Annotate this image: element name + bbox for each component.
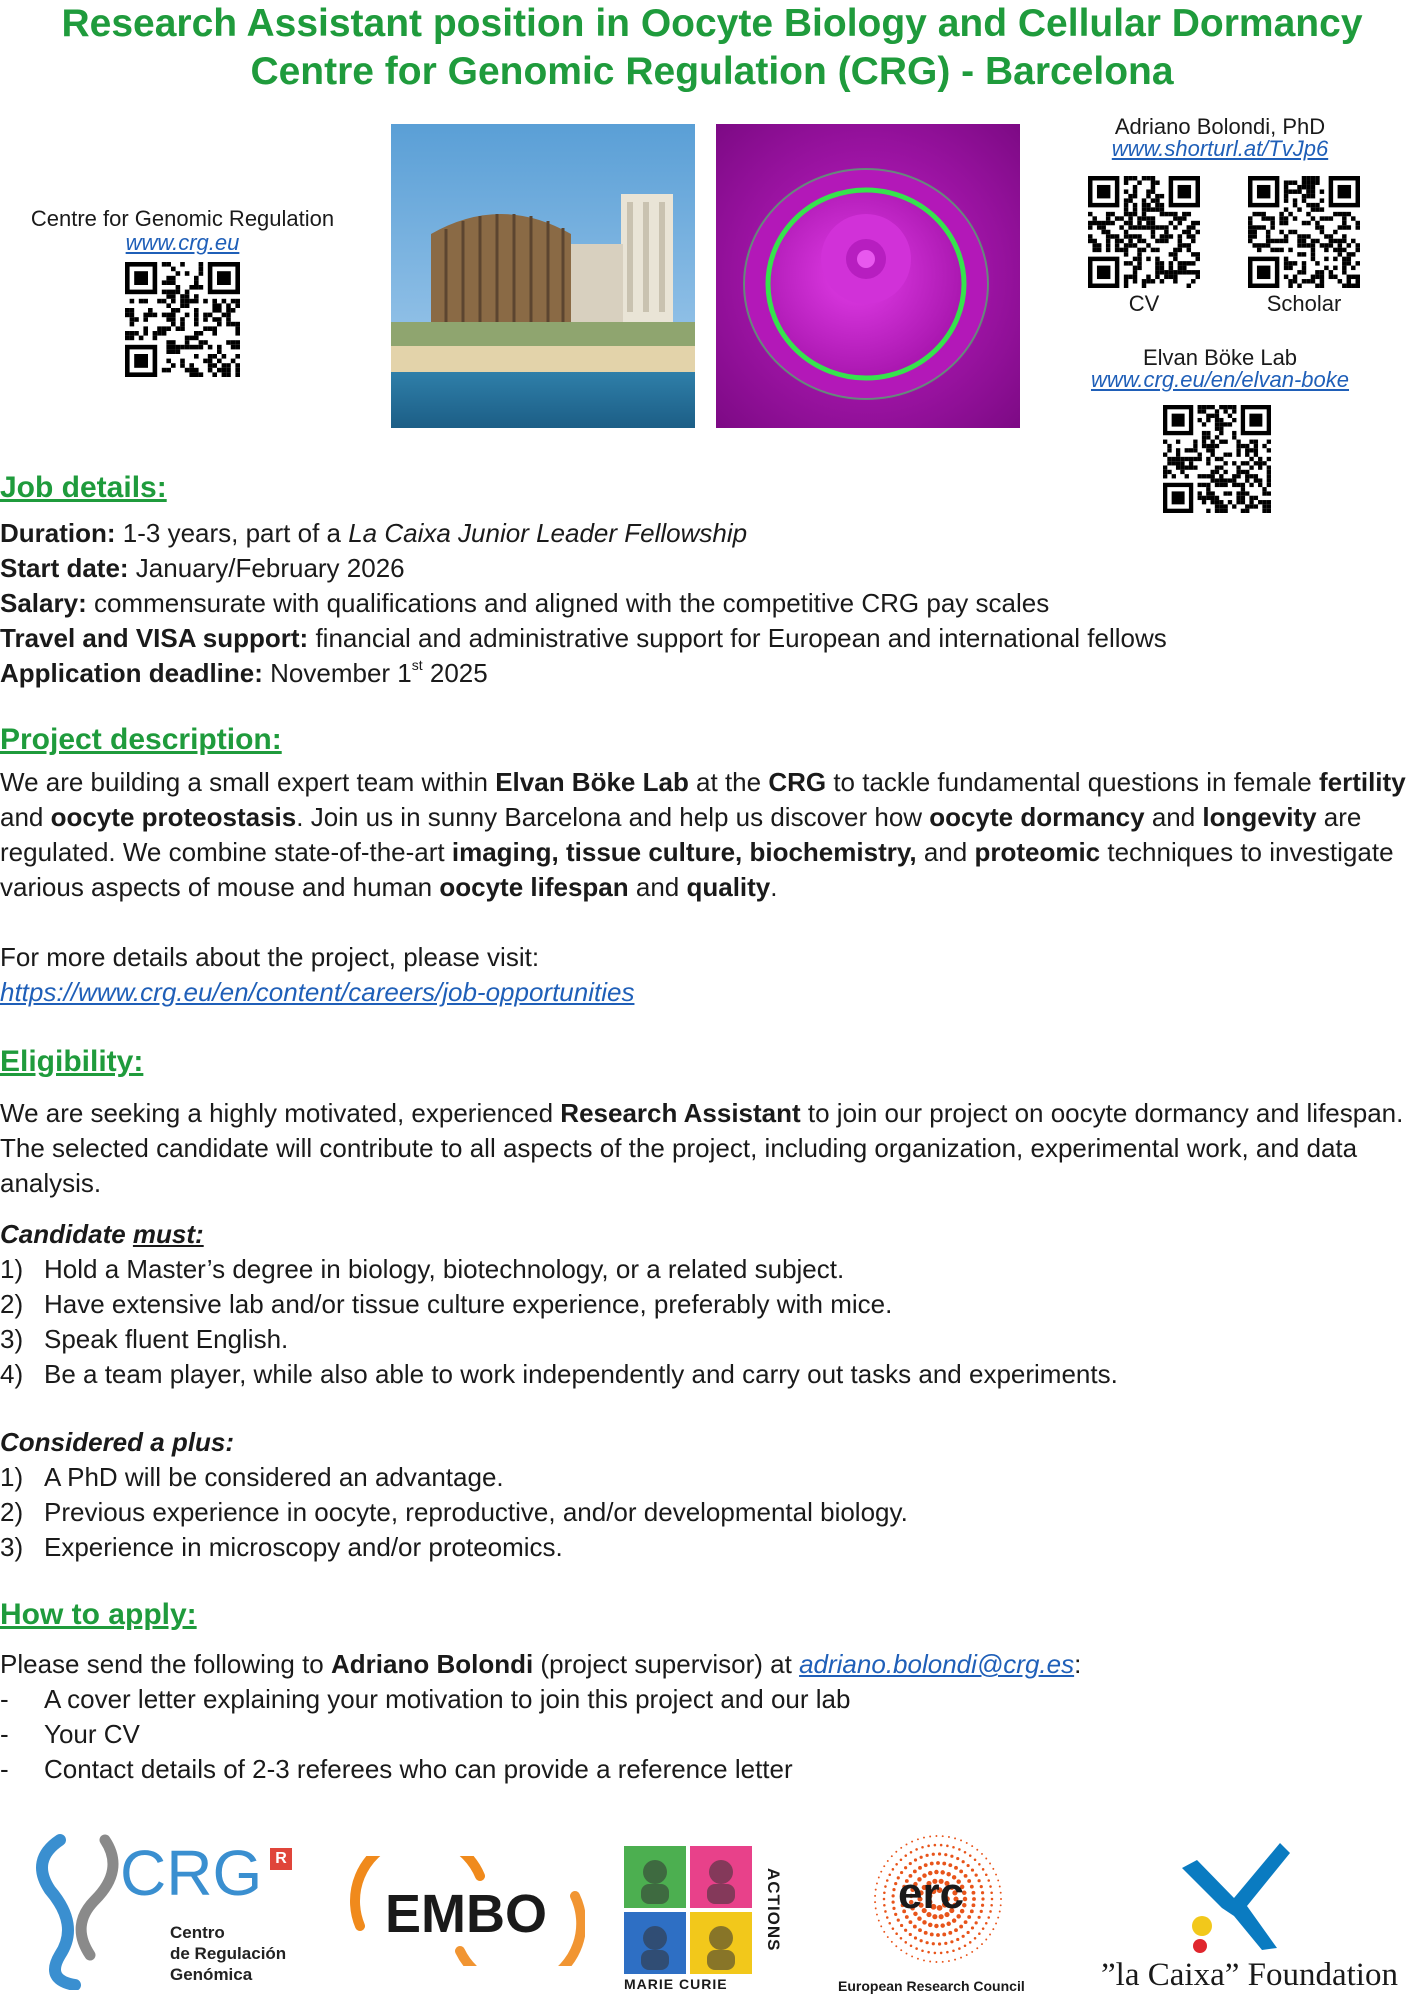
crg-logo-subtitle: Centro de Regulación Genómica	[170, 1923, 287, 1984]
list-item-number: 4)	[0, 1359, 24, 1389]
bolondi-url-link[interactable]: www.shorturl.at/TvJp6	[1111, 136, 1329, 161]
list-item	[0, 1287, 1424, 1322]
email-link[interactable]: adriano.bolondi@crg.es	[799, 1649, 1075, 1679]
marie-curie-logo	[624, 1846, 784, 1994]
crg-logo-text: CRG	[120, 1837, 263, 1909]
list-item	[0, 1322, 1424, 1357]
lab-name: Elvan Böke Lab	[1142, 345, 1298, 370]
duration-row: Duration: 1-3 years, part of a La Caixa Junior Leader Fellowship	[0, 518, 748, 548]
list-item-number: 3)	[0, 1324, 24, 1354]
list-item	[0, 1252, 1424, 1287]
bolondi-name: Adriano Bolondi, PhD	[1114, 114, 1326, 139]
salary-row: Salary: commensurate with qualifications and aligned with the competitive CRG pay scales	[0, 588, 1050, 618]
list-item	[0, 1495, 1424, 1530]
la-caixa-star-icon	[1162, 1838, 1312, 1953]
list-item-text: Hold a Master’s degree in biology, biotechnology, or a related subject.	[44, 1254, 845, 1284]
erc-mark-text: erc	[898, 1869, 965, 1918]
lab-url-link[interactable]: www.crg.eu/en/elvan-boke	[1090, 367, 1350, 392]
list-item-text: Your CV	[44, 1719, 140, 1749]
embo-logo	[350, 1856, 585, 1966]
job-opportunities-link[interactable]: https://www.crg.eu/en/content/careers/job-opportunities	[0, 977, 635, 1007]
poster-title-line-1: Research Assistant position in Oocyte Biology and Cellular Dormancy	[61, 2, 1363, 45]
mc-portrait-icon	[624, 1846, 752, 1974]
list-item-number: -	[0, 1754, 9, 1784]
start-date-row: Start date: January/February 2026	[0, 553, 405, 583]
scholar-qr-label: Scholar	[1266, 291, 1342, 316]
crg-r-badge: R	[270, 1848, 292, 1870]
must-list	[0, 1252, 1424, 1392]
eligibility-heading: Eligibility:	[0, 1045, 144, 1078]
list-item	[0, 1752, 1424, 1787]
list-item-text: A PhD will be considered an advantage.	[44, 1462, 504, 1492]
how-to-apply-heading: How to apply:	[0, 1598, 197, 1631]
list-item-number: 2)	[0, 1289, 24, 1319]
list-item-number: 3)	[0, 1532, 24, 1562]
list-item-text: Contact details of 2-3 referees who can provide a reference letter	[44, 1754, 793, 1784]
list-item	[0, 1682, 1424, 1717]
mc-name-text: MARIE CURIE	[624, 1976, 728, 1992]
deadline-row: Application deadline: November 1st 2025	[0, 657, 488, 688]
candidate-must-heading: Candidate must:	[0, 1219, 204, 1249]
oocyte-microscopy-image	[716, 124, 1020, 428]
apply-list	[0, 1682, 1424, 1787]
cv-qr-code	[1088, 176, 1200, 288]
job-details-heading: Job details:	[0, 471, 167, 504]
list-item	[0, 1460, 1424, 1495]
list-item	[0, 1717, 1424, 1752]
considered-plus-heading: Considered a plus:	[0, 1427, 235, 1457]
mc-actions-text: ACTIONS	[764, 1868, 783, 1952]
crg-name: Centre for Genomic Regulation	[30, 206, 335, 231]
list-item-number: -	[0, 1719, 9, 1749]
embo-logo-text: EMBO	[385, 1884, 547, 1944]
erc-name-text: European Research Council	[838, 1978, 1025, 1994]
list-item-number: 1)	[0, 1462, 24, 1492]
crg-logo	[20, 1830, 310, 1990]
lab-qr-code	[1163, 405, 1271, 513]
list-item-text: A cover letter explaining your motivation to join this project and our lab	[44, 1684, 851, 1714]
list-item-number: 2)	[0, 1497, 24, 1527]
crg-qr-code	[125, 262, 240, 377]
project-description-text: We are building a small expert team within Elvan Böke Lab at the CRG to tackle fundamental questions in female fertility and oocyte proteostasis. Join us in sunny Barcelona and help us discover how oocyte dormancy and longevity are regulated. We combine state-of-the-art imaging, tissue culture, biochemistry, and proteomic techniques to investigate various aspects of mouse and human oocyte lifespan and quality.	[0, 767, 1406, 902]
la-caixa-text: ”la Caixa” Foundation	[1101, 1957, 1398, 1993]
travel-row: Travel and VISA support: financial and administrative support for European and international fellows	[0, 623, 1167, 653]
list-item-text: Experience in microscopy and/or proteomics.	[44, 1532, 563, 1562]
list-item-text: Have extensive lab and/or tissue culture experience, preferably with mice.	[44, 1289, 893, 1319]
project-more-details: For more details about the project, please visit:	[0, 942, 540, 972]
list-item-text: Be a team player, while also able to work independently and carry out tasks and experiments.	[44, 1359, 1118, 1389]
project-description-heading: Project description:	[0, 723, 282, 756]
eligibility-text: We are seeking a highly motivated, experienced Research Assistant to join our project on oocyte dormancy and lifespan. The selected candidate will contribute to all aspects of the project, including organization, experimental work, and data analysis.	[0, 1098, 1404, 1198]
list-item-number: -	[0, 1684, 9, 1714]
crg-building-photo	[391, 124, 695, 428]
list-item-text: Previous experience in oocyte, reproductive, and/or developmental biology.	[44, 1497, 908, 1527]
la-caixa-logo	[1082, 1838, 1417, 1998]
job-details-list	[0, 516, 1424, 691]
list-item-text: Speak fluent English.	[44, 1324, 289, 1354]
erc-logo	[838, 1834, 1053, 1998]
list-item-number: 1)	[0, 1254, 24, 1284]
list-item	[0, 1530, 1424, 1565]
list-item	[0, 1357, 1424, 1392]
poster-title-line-2: Centre for Genomic Regulation (CRG) - Barcelona	[250, 50, 1174, 93]
apply-instructions: Please send the following to Adriano Bolondi (project supervisor) at adriano.bolondi@crg.es:	[0, 1649, 1082, 1679]
crg-url-link[interactable]: www.crg.eu	[125, 230, 240, 255]
cv-qr-label: CV	[1128, 291, 1160, 316]
crg-helix-icon	[20, 1830, 130, 1990]
scholar-qr-code	[1248, 176, 1360, 288]
plus-list	[0, 1460, 1424, 1565]
